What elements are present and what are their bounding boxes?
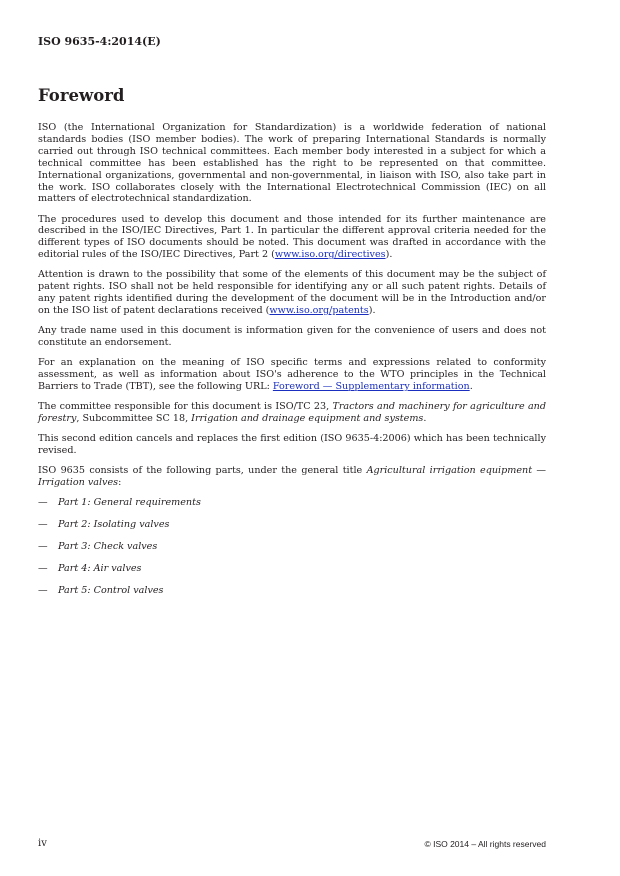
- dash-marker: —: [38, 497, 48, 509]
- list-item: — Part 3: Check valves: [38, 541, 158, 553]
- paragraph-parts-intro: ISO 9635 consists of the following parts, under the general title Agricultural irrigation equipment — Irrigation valves:: [38, 465, 546, 488]
- parts-list: [38, 497, 546, 597]
- list-item: — Part 2: Isolating valves: [38, 519, 170, 531]
- paragraph-edition: This second edition cancels and replaces the first edition (ISO 9635-4:2006) which has been technically revised.: [38, 433, 546, 456]
- paragraph-trade-name: Any trade name used in this document is information given for the convenience of users and does not constitute an endorsement.: [38, 325, 546, 349]
- dash-marker: —: [38, 541, 48, 553]
- paragraph-iso-intro: ISO (the International Organization for Standardization) is a worldwide federation of national standards bodies (ISO member bodies). The work of preparing International Standards is normally carried out through ISO technical committees. Each member body interested in a subject for which a technical committee has been established has the right to be represented on that committee. International organizations, governmental and non-governmental, in liaison with ISO, also take part in the work. ISO collaborates closely with the International Electrotechnical Commission (IEC) on all matters of electrotechnical standardization.: [38, 122, 546, 205]
- list-item: — Part 1: General requirements: [38, 497, 201, 509]
- list-item: — Part 5: Control valves: [38, 585, 164, 597]
- document-page: [38, 0, 546, 876]
- paragraph-patents: Attention is drawn to the possibility that some of the elements of this document may be the subject of patent rights. ISO shall not be held responsible for identifying any or all such patent rights. Details of any patent rights identified during the development of the document will be in the Introduction and/or on the ISO list of patent declarations received (www.iso.org/patents).: [38, 269, 546, 317]
- patents-link[interactable]: www.iso.org/patents: [269, 305, 369, 317]
- document-id: ISO 9635-4:2014(E): [38, 35, 161, 48]
- copyright-notice: © ISO 2014 – All rights reserved: [424, 839, 546, 849]
- section-title: Foreword: [38, 86, 125, 105]
- paragraph-conformity: For an explanation on the meaning of ISO specific terms and expressions related to conformity assessment, as well as information about ISO's adherence to the WTO principles in the Technical Barriers to Trade (TBT), see the following URL: Foreword — Supplementary information.: [38, 357, 546, 392]
- supplementary-info-link[interactable]: Foreword — Supplementary information: [272, 380, 470, 392]
- dash-marker: —: [38, 563, 48, 575]
- paragraph-committee: The committee responsible for this document is ISO/TC 23, Tractors and machinery for agriculture and forestry, Subcommittee SC 18, Irrigation and drainage equipment and systems.: [38, 401, 546, 424]
- dash-marker: —: [38, 585, 48, 597]
- directives-link[interactable]: www.iso.org/directives: [274, 249, 386, 261]
- dash-marker: —: [38, 519, 48, 531]
- paragraph-procedures: The procedures used to develop this document and those intended for its further maintenance are described in the ISO/IEC Directives, Part 1. In particular the different approval criteria needed for the different types of ISO documents should be noted. This document was drafted in accordance with the editorial rules of the ISO/IEC Directives, Part 2 (www.iso.org/directives).: [38, 213, 546, 261]
- page-number: iv: [38, 838, 47, 849]
- foreword-body: [38, 122, 546, 608]
- list-item: — Part 4: Air valves: [38, 563, 142, 575]
